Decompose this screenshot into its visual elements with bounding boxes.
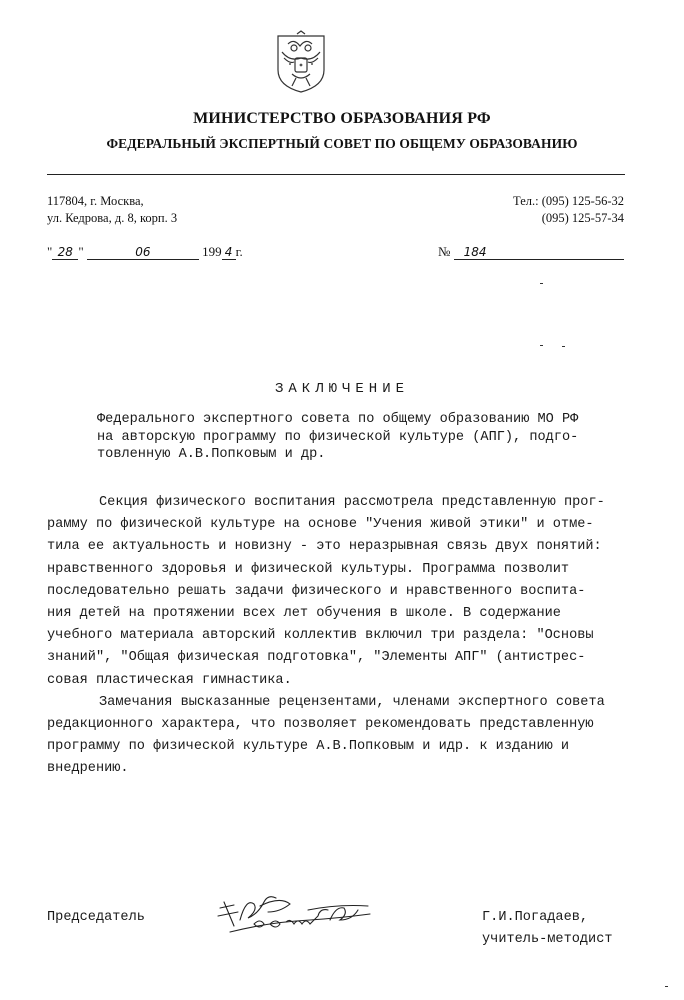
date-year-suffix: г.: [235, 244, 243, 259]
body-line: последовательно решать задачи физического и нравственного воспита-: [47, 583, 586, 599]
body-line: Секция физического воспитания рассмотрела представленную прог-: [99, 495, 605, 510]
subject-line: на авторскую программу по физической культуре (АПГ), подго-: [97, 429, 579, 445]
body-line: совая пластическая гимнастика.: [47, 672, 292, 688]
number-value: 184: [454, 245, 624, 260]
council-title: ФЕДЕРАЛЬНЫЙ ЭКСПЕРТНЫЙ СОВЕТ ПО ОБЩЕМУ ОБРАЗОВАНИЮ: [106, 136, 578, 151]
signer-name: Г.И.Погадаев,: [482, 910, 589, 925]
signer-block: [482, 907, 613, 951]
date-day: 28: [52, 245, 78, 260]
body-line: знаний", "Общая физическая подготовка", "Элементы АПГ" (антистрес-: [47, 650, 586, 666]
date-month: 06: [87, 245, 199, 260]
document-title: ЗАКЛЮЧЕНИЕ: [274, 381, 409, 397]
body-line: рамму по физической культуре на основе "Учения живой этики" и отме-: [47, 517, 594, 533]
scan-speck: [540, 283, 543, 284]
document-number: [438, 244, 624, 260]
body-line: учебного материала авторский коллектив включил три раздела: "Основы: [47, 628, 594, 644]
signer-position: учитель-методист: [482, 932, 613, 947]
number-label: №: [438, 244, 451, 259]
date-year-prefix: 199: [202, 244, 222, 259]
phone-line-2: (095) 125-57-34: [541, 211, 624, 225]
phone-line-1: Тел.: (095) 125-56-32: [513, 194, 624, 208]
body-line: ния детей на протяжении всех лет обучения в школе. В содержание: [47, 606, 561, 622]
body-line: внедрению.: [47, 761, 129, 777]
body-line: тила ее актуальность и новизну - это неразрывная связь двух понятий:: [47, 539, 602, 555]
scan-speck: [665, 986, 668, 987]
address-line-1: 117804, г. Москва,: [47, 194, 144, 208]
body-line: редакционного характера, что позволяет рекомендовать представленную: [47, 717, 594, 733]
body-line: нравственного здоровья и физической культуры. Программа позволит: [47, 561, 570, 577]
subject-line: товленную А.В.Попковым и др.: [97, 447, 326, 462]
date-year-digit: 4: [222, 245, 236, 260]
document-body: [47, 492, 605, 781]
scan-speck: [540, 345, 543, 346]
body-line: программу по физической культуре А.В.Попковым и идр. к изданию и: [47, 739, 570, 755]
document-date: " 28 " 06 199 4 г.: [47, 244, 243, 259]
scan-speck: [562, 346, 565, 347]
ministry-title: МИНИСТЕРСТВО ОБРАЗОВАНИЯ РФ: [193, 110, 491, 127]
header-divider: [47, 174, 625, 175]
double-headed-eagle-emblem-icon: [270, 30, 332, 94]
body-line: Замечания высказанные рецензентами, членами экспертного совета: [99, 694, 605, 710]
document-subject: [97, 411, 578, 464]
handwritten-signature: [210, 880, 385, 955]
chairman-label: Председатель: [47, 910, 145, 925]
subject-line: Федерального экспертного совета по общему образованию МО РФ: [97, 412, 579, 427]
address-line-2: ул. Кедрова, д. 8, корп. 3: [47, 211, 178, 225]
